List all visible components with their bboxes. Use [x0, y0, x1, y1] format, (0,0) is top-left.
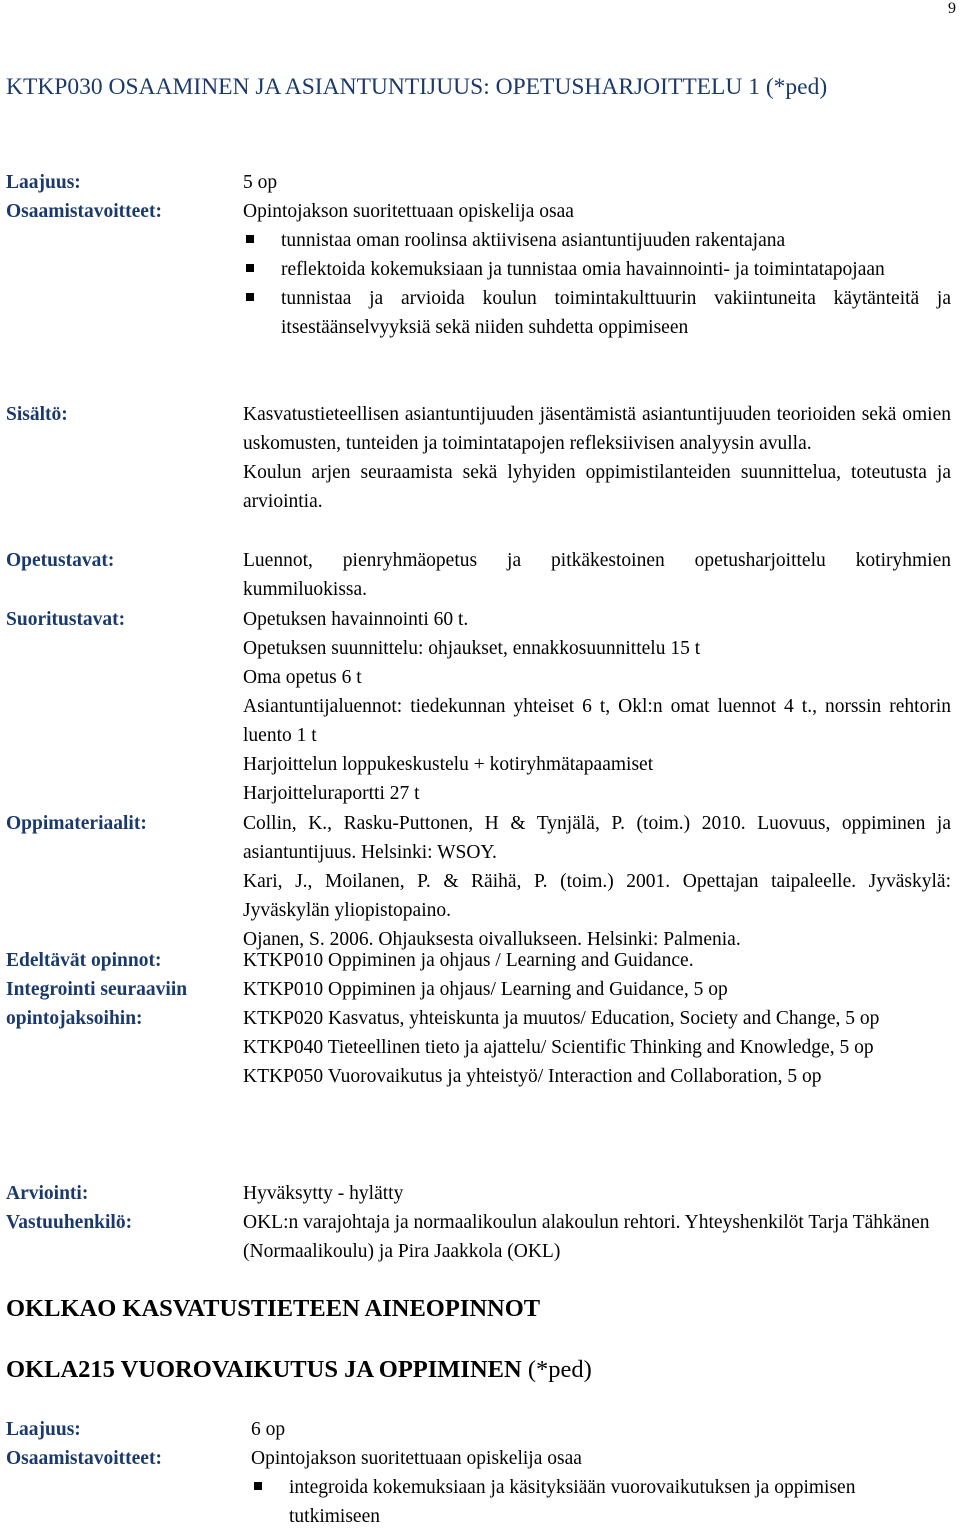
suoritustavat-label: Suoritustavat:	[6, 609, 126, 630]
integration-item: KTKP050 Vuorovaikutus ja yhteistyö/ Interaction and Collaboration, 5 op	[243, 1066, 822, 1087]
vastuu-label: Vastuuhenkilö:	[6, 1212, 133, 1233]
sisalto-paragraph-1: Kasvatustieteellisen asiantuntijuuden jäsentämistä asiantuntijuuden teorioiden sekä omien uskomusten, tunteiden ja toimintatapojen refleksiivisen analyysin avulla.	[243, 404, 951, 454]
reference-item: Ojanen, S. 2006. Ohjauksesta oivallukseen. Helsinki: Palmenia.	[243, 929, 741, 950]
list-item: integroida kokemuksiaan ja käsityksiään vuorovaikutuksen ja oppimisen tutkimiseen	[251, 1473, 911, 1531]
course2-title-tail: (*ped)	[521, 1356, 592, 1383]
course2-laajuus-label: Laajuus:	[6, 1419, 81, 1440]
suoritustapa-line: Harjoitteluraportti 27 t	[243, 783, 420, 804]
course2-tavoitteet-label: Osaamistavoitteet:	[6, 1448, 162, 1469]
sisalto-paragraph-2: Koulun arjen seuraamista sekä lyhyiden oppimistilanteiden suunnittelua, toteutusta ja arviointia.	[243, 462, 951, 512]
suoritustapa-line: Opetuksen havainnointi 60 t.	[243, 609, 469, 630]
course-title-tail: (*ped)	[759, 74, 828, 100]
tavoitteet-label: Osaamistavoitteet:	[6, 201, 162, 222]
opetustavat-label: Opetustavat:	[6, 550, 115, 571]
reference-item: Collin, K., Rasku-Puttonen, H & Tynjälä, P. (toim.) 2010. Luovuus, oppiminen ja asiantuntijuus. Helsinki: WSOY.	[243, 813, 951, 863]
vastuu-value: OKL:n varajohtaja ja normaalikoulun alakoulun rehtori. Yhteyshenkilöt Tarja Tähkänen (Normaalikoulu) ja Pira Jaakkola (OKL)	[243, 1212, 930, 1262]
page-number: 9	[948, 0, 956, 17]
course-title-main: KTKP030 OSAAMINEN JA ASIANTUNTIJUUS: OPETUSHARJOITTELU 1	[6, 74, 760, 100]
course2-title	[6, 1354, 592, 1385]
suoritustapa-line: Harjoittelun loppukeskustelu + kotiryhmätapaamiset	[243, 754, 654, 775]
edeltavat-value: KTKP010 Oppiminen ja ohjaus / Learning and Guidance.	[243, 950, 694, 971]
suoritustapa-line: Opetuksen suunnittelu: ohjaukset, ennakkosuunnittelu 15 t	[243, 638, 701, 659]
course2-laajuus-value: 6 op	[251, 1419, 286, 1440]
course2-title-main: OKLA215 VUOROVAIKUTUS JA OPPIMINEN	[6, 1356, 522, 1383]
tavoitteet-block	[243, 197, 951, 342]
course2-tavoitteet-intro: Opintojakson suoritettuaan opiskelija osaa	[251, 1448, 582, 1469]
suoritustapa-line: Asiantuntijaluennot: tiedekunnan yhteiset 6 t, Okl:n omat luennot 4 t., norssin rehtorin luento 1 t	[243, 696, 951, 746]
sisalto-label: Sisältö:	[6, 404, 68, 425]
integration-item: KTKP040 Tieteellinen tieto ja ajattelu/ Scientific Thinking and Knowledge, 5 op	[243, 1037, 874, 1058]
laajuus-label: Laajuus:	[6, 172, 81, 193]
course2-tavoitteet-list	[251, 1473, 911, 1531]
tavoitteet-list	[243, 226, 951, 342]
integration-item: KTKP020 Kasvatus, yhteiskunta ja muutos/ Education, Society and Change, 5 op	[243, 1008, 880, 1029]
list-item: tunnistaa oman roolinsa aktiivisena asiantuntijuuden rakentajana	[243, 226, 951, 255]
integration-item: KTKP010 Oppiminen ja ohjaus/ Learning and Guidance, 5 op	[243, 979, 728, 1000]
reference-item: Kari, J., Moilanen, P. & Räihä, P. (toim.) 2001. Opettajan taipaleelle. Jyväskylä: Jyväskylän yliopistopaino.	[243, 871, 951, 921]
materiaalit-block	[243, 809, 951, 954]
arviointi-value: Hyväksytty - hylätty	[243, 1183, 404, 1204]
integrointi-label: Integrointi seuraaviin opintojaksoihin:	[6, 979, 188, 1029]
sisalto-block	[243, 400, 951, 516]
laajuus-value: 5 op	[243, 172, 278, 193]
tavoitteet-intro: Opintojakson suoritettuaan opiskelija osaa	[243, 201, 574, 222]
materiaalit-label: Oppimateriaalit:	[6, 813, 147, 834]
suoritustapa-line: Oma opetus 6 t	[243, 667, 362, 688]
list-item: reflektoida kokemuksiaan ja tunnistaa omia havainnointi- ja toimintatapojaan	[243, 255, 951, 284]
course2-tavoitteet-block	[251, 1444, 911, 1531]
opetustavat-value: Luennot, pienryhmäopetus ja pitkäkestoinen opetusharjoittelu kotiryhmien kummiluokissa.	[243, 550, 951, 600]
arviointi-label: Arviointi:	[6, 1183, 89, 1204]
integrointi-block	[243, 975, 951, 1091]
list-item: tunnistaa ja arvioida koulun toimintakulttuurin vakiintuneita käytänteitä ja itsestäänselvyyksiä sekä niiden suhdetta oppimiseen	[243, 284, 951, 342]
edeltavat-label: Edeltävät opinnot:	[6, 950, 162, 971]
suoritustavat-block	[243, 605, 951, 808]
section-heading: OKLKAO KASVATUSTIETEEN AINEOPINNOT	[6, 1295, 541, 1322]
course-title	[6, 72, 956, 103]
